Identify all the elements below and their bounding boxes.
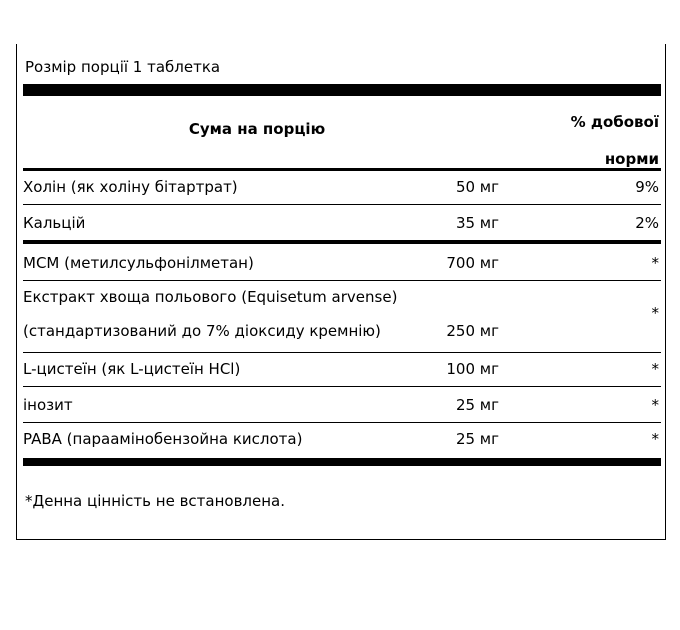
daily-value-header-line2: норми xyxy=(604,150,659,168)
row-dv: * xyxy=(651,430,659,448)
row-amount: 25 мг xyxy=(455,430,499,448)
row-dv: * xyxy=(651,254,659,272)
row-amount: 700 мг xyxy=(446,254,499,272)
serving-size: Розмір порції 1 таблетка xyxy=(25,58,221,76)
row-amount: 25 мг xyxy=(455,396,499,414)
row-divider xyxy=(23,386,661,387)
row-name: L-цистеїн (як L-цистеїн HCl) xyxy=(23,360,241,378)
row-divider xyxy=(23,352,661,353)
row-amount: 250 мг xyxy=(446,322,499,340)
row-amount: 50 мг xyxy=(455,178,499,196)
row-dv: * xyxy=(651,304,659,322)
header-divider xyxy=(23,168,661,171)
thick-divider-bottom xyxy=(23,458,661,466)
section-divider xyxy=(23,240,661,244)
row-dv: 9% xyxy=(635,178,659,196)
row-name: Екстракт хвоща польового (Equisetum arvense) xyxy=(23,288,398,306)
row-name: інозит xyxy=(23,396,73,414)
row-amount: 35 мг xyxy=(455,214,499,232)
footnote: *Денна цінність не встановлена. xyxy=(25,492,286,510)
row-dv: * xyxy=(651,360,659,378)
row-name: MCM (метилсульфонілметан) xyxy=(23,254,254,272)
row-divider xyxy=(23,204,661,205)
row-name: Кальцій xyxy=(23,214,86,232)
row-dv: 2% xyxy=(635,214,659,232)
daily-value-header-line1: % добової xyxy=(570,113,659,131)
supplement-facts-panel xyxy=(16,44,666,540)
row-divider xyxy=(23,422,661,423)
row-name-line2: (стандартизований до 7% діоксиду кремнію) xyxy=(23,322,381,340)
row-amount: 100 мг xyxy=(446,360,499,378)
amount-per-serving-header: Сума на порцію xyxy=(188,120,326,138)
daily-value-header xyxy=(539,104,659,178)
row-name: PABA (параамінобензойна кислота) xyxy=(23,430,303,448)
row-dv: * xyxy=(651,396,659,414)
thick-divider-top xyxy=(23,84,661,96)
row-name: Холін (як холіну бітартрат) xyxy=(23,178,238,196)
row-divider xyxy=(23,280,661,281)
